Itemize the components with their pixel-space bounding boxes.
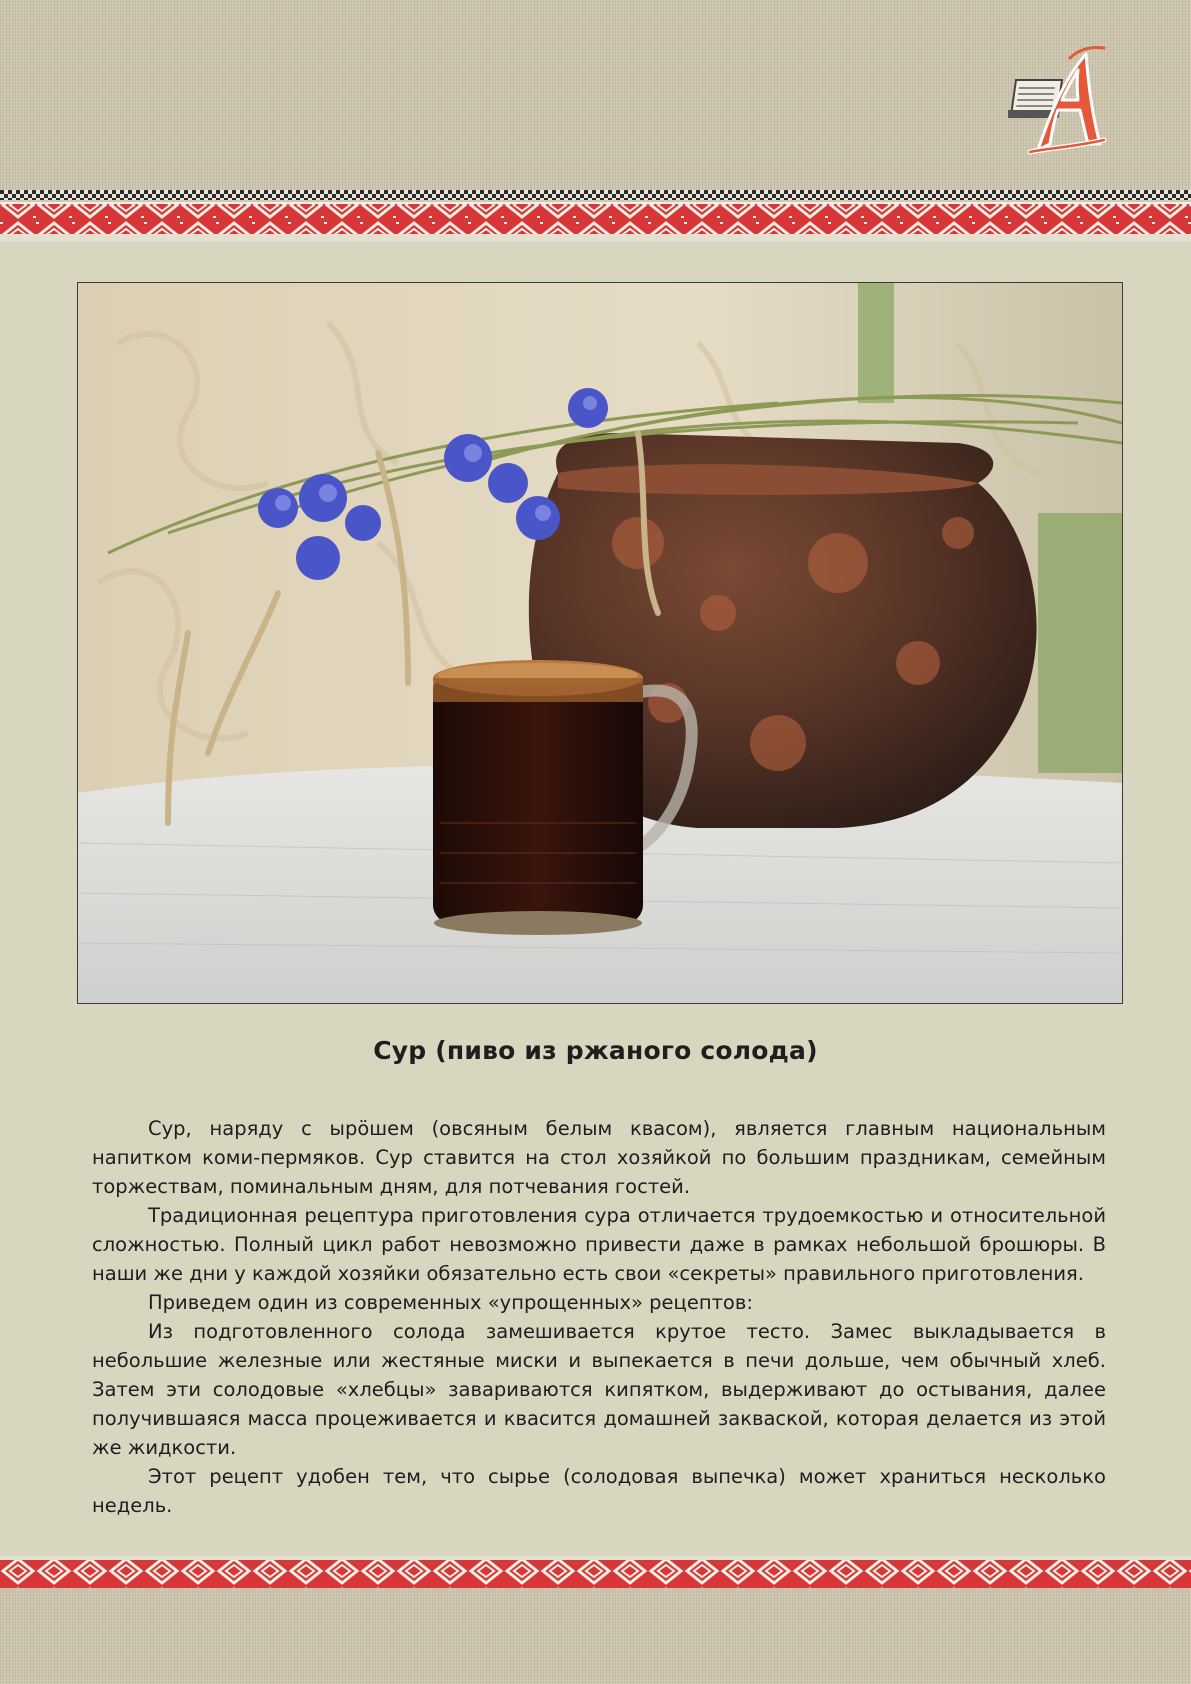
paragraph: Сур, наряду с ырӧшем (овсяным белым квасом), является главным национальным напитком коми-пермяков. Сур ставится на стол хозяйкой по большим праздникам, семейным торжествам, поминальным дням, для потчевания гостей. xyxy=(92,1117,1106,1198)
paragraph: Традиционная рецептура приготовления сура отличается трудоемкостью и относительной сложностью. Полный цикл работ невозможно привести даже в рамках небольшой брошюры. В наши же дни у каждой хозяйки обязательно есть свои «секреты» правильного приготовления. xyxy=(92,1204,1106,1285)
page-footer xyxy=(0,1588,1191,1684)
paragraph: Из подготовленного солода замешивается крутое тесто. Замес выкладывается в небольшие железные или жестяные миски и выпекается в печи дольше, чем обычный хлеб. Затем эти солодовые «хлебцы» завариваются кипятком, выдерживают до остывания, далее получившаяся масса процеживается и квасится домашней закваской, которая делается из этой же жидкости. xyxy=(92,1320,1106,1459)
article-body xyxy=(92,1114,1106,1520)
mug-and-pot-photo xyxy=(77,282,1123,1004)
top-ornament-band xyxy=(0,190,1191,242)
paragraph: Этот рецепт удобен тем, что сырье (солодовая выпечка) может храниться несколько недель. xyxy=(92,1465,1106,1517)
page-title: Сур (пиво из ржаного солода) xyxy=(373,1036,818,1065)
letter-a-book-icon xyxy=(1008,40,1118,160)
paragraph: Приведем один из современных «упрощенных» рецептов: xyxy=(148,1291,753,1314)
